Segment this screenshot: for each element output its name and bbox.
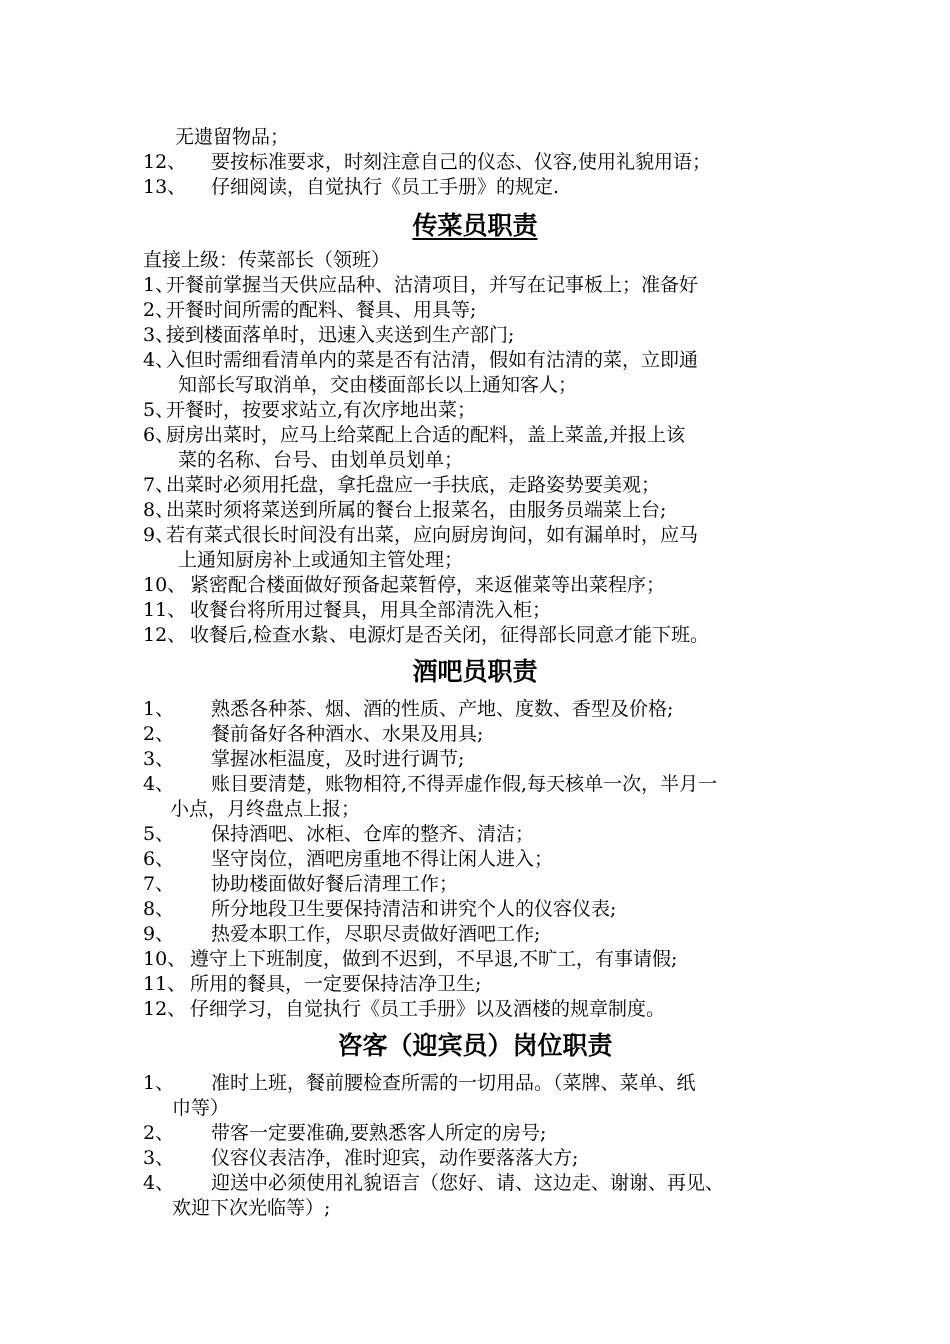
item-number: 4、 xyxy=(143,773,175,795)
list-item xyxy=(0,1121,950,1146)
item-text: 迎送中必须使用礼貌语言（您好、请、这边走、谢谢、再见、 xyxy=(211,1172,725,1194)
heading-text: 传菜员职责 xyxy=(412,211,538,240)
list-item xyxy=(0,1196,950,1221)
item-number: 5、 xyxy=(143,823,175,845)
item-text: 遵守上下班制度，做到不迟到，不早退,不旷工，有事请假; xyxy=(190,948,678,970)
item-text: 巾等） xyxy=(172,1097,230,1119)
list-item xyxy=(0,997,950,1022)
item-text: 开餐前掌握当天供应品种、沽清项目，并写在记事板上；准备好 xyxy=(166,274,699,296)
list-item xyxy=(0,972,950,997)
item-text: 协助楼面做好餐后清理工作； xyxy=(211,873,459,895)
superior-line xyxy=(143,248,390,273)
item-number: 5、 xyxy=(143,399,175,421)
item-text: 厨房出菜时，应马上给菜配上合适的配料，盖上菜盖,并报上该 xyxy=(166,424,686,446)
item-number: 8、 xyxy=(143,898,175,920)
item-number: 4、 xyxy=(143,1172,175,1194)
item-text: 开餐时间所需的配料、餐具、用具等; xyxy=(166,299,477,321)
item-number: 10、 xyxy=(143,574,187,596)
list-item xyxy=(0,498,950,523)
list-item xyxy=(0,697,950,722)
item-text: 准时上班，餐前腰检查所需的一切用品。（菜牌、菜单、纸 xyxy=(211,1072,696,1094)
item-text: 收餐后,检查水紥、电源灯是否关闭，征得部长同意才能下班。 xyxy=(190,624,710,646)
heading-text: 咨客（迎宾员）岗位职责 xyxy=(337,1031,613,1060)
list-item xyxy=(0,1146,950,1171)
item-number: 11、 xyxy=(143,599,187,621)
item-number: 3、 xyxy=(143,1147,175,1169)
list-item xyxy=(0,473,950,498)
list-item xyxy=(0,598,950,623)
list-item xyxy=(0,1096,950,1121)
list-item xyxy=(0,947,950,972)
item-text: 开餐时，按要求站立,有次序地出菜； xyxy=(166,399,477,421)
list-item xyxy=(0,1171,950,1196)
item-number: 6、 xyxy=(143,848,175,870)
item-text: 坚守岗位，酒吧房重地不得让闲人进入； xyxy=(211,848,554,870)
item-number: 1、 xyxy=(143,698,175,720)
item-number: 12、 xyxy=(143,998,187,1020)
section-heading-host xyxy=(0,1029,950,1063)
item-number: 3、 xyxy=(143,748,175,770)
list-item xyxy=(0,722,950,747)
list-item xyxy=(0,273,950,298)
item-number: 1、 xyxy=(143,274,175,296)
item-number: 2、 xyxy=(143,723,175,745)
heading-text: 酒吧员职责 xyxy=(412,657,538,686)
item-text: 仪容仪表洁净，准时迎宾，动作要落落大方; xyxy=(211,1147,579,1169)
list-item xyxy=(0,897,950,922)
item-text: 知部长写取消单，交由楼面部长以上通知客人； xyxy=(178,374,578,396)
list-item xyxy=(0,797,950,822)
list-item xyxy=(0,523,950,548)
item-text: 接到楼面落单时，迅速入夹送到生产部门; xyxy=(166,324,515,346)
item-text: 所分地段卫生要保持清洁和讲究个人的仪容仪表; xyxy=(211,898,617,920)
item-text: 上通知厨房补上或通知主管处理； xyxy=(178,549,464,571)
continuation-label: 无遗留物品； xyxy=(175,126,290,148)
item-text: 菜的名称、台号、由划单员划单； xyxy=(178,449,464,471)
item-text: 所用的餐具，一定要保持洁净卫生; xyxy=(190,973,482,995)
item-text: 仔细学习，自觉执行《员工手册》以及酒楼的规章制度。 xyxy=(190,998,666,1020)
item-text: 小点，月终盘点上报； xyxy=(170,798,361,820)
item-text: 热爱本职工作，尽职尽责做好酒吧工作; xyxy=(211,923,541,945)
item-text: 收餐台将所用过餐具，用具全部清洗入柜； xyxy=(190,599,552,621)
list-item xyxy=(0,175,950,200)
list-item xyxy=(0,1071,950,1096)
section-heading-runner xyxy=(0,209,950,243)
list-item xyxy=(0,348,950,373)
item-number: 8、 xyxy=(143,499,175,521)
list-item xyxy=(0,423,950,448)
item-text: 带客一定要准确,要熟悉客人所定的房号; xyxy=(211,1122,547,1144)
item-number: 7、 xyxy=(143,474,175,496)
list-item xyxy=(0,448,950,473)
item-number: 6、 xyxy=(143,424,175,446)
list-item xyxy=(0,298,950,323)
item-text: 入但时需细看清单内的菜是否有沽清，假如有沽清的菜，立即通 xyxy=(166,349,699,371)
item-number: 11、 xyxy=(143,973,187,995)
item-number: 2、 xyxy=(143,1122,175,1144)
continuation-text xyxy=(175,125,289,150)
list-item xyxy=(0,772,950,797)
list-item xyxy=(0,398,950,423)
item-number: 3、 xyxy=(143,324,175,346)
item-number: 12、 xyxy=(143,151,187,173)
list-item xyxy=(0,548,950,573)
item-text: 出菜时必须用托盘，拿托盘应一手扶底，走路姿势要美观； xyxy=(166,474,661,496)
item-text: 保持酒吧、冰柜、仓库的整齐、清洁； xyxy=(211,823,535,845)
list-item xyxy=(0,373,950,398)
list-item xyxy=(0,623,950,648)
item-number: 7、 xyxy=(143,873,175,895)
item-number: 9、 xyxy=(143,524,175,546)
list-item xyxy=(0,847,950,872)
item-text: 餐前备好各种酒水、水果及用具; xyxy=(211,723,484,745)
item-number: 13、 xyxy=(143,176,187,198)
item-text: 要按标准要求，时刻注意自己的仪态、仪容,使用礼貌用语； xyxy=(211,151,712,173)
list-item xyxy=(0,822,950,847)
item-number: 4、 xyxy=(143,349,175,371)
section-heading-bar xyxy=(0,655,950,689)
item-number: 9、 xyxy=(143,923,175,945)
item-text: 熟悉各种茶、烟、酒的性质、产地、度数、香型及价格; xyxy=(211,698,674,720)
list-item xyxy=(0,747,950,772)
item-number: 1、 xyxy=(143,1072,175,1094)
item-text: 出菜时须将菜送到所属的餐台上报菜名，由服务员端菜上台; xyxy=(166,499,667,521)
item-text: 紧密配合楼面做好预备起菜暂停，来返催菜等出菜程序； xyxy=(190,574,666,596)
superior-text: 直接上级：传菜部长（领班） xyxy=(143,249,391,271)
list-item xyxy=(0,573,950,598)
item-text: 若有菜式很长时间没有出菜，应向厨房询问，如有漏单时，应马 xyxy=(166,524,699,546)
list-item xyxy=(0,323,950,348)
item-text: 欢迎下次光临等）; xyxy=(172,1197,331,1219)
list-item xyxy=(0,922,950,947)
item-number: 10、 xyxy=(143,948,187,970)
item-text: 掌握冰柜温度，及时进行调节; xyxy=(211,748,465,770)
item-number: 2、 xyxy=(143,299,175,321)
item-number: 12、 xyxy=(143,624,187,646)
item-text: 仔细阅读，自觉执行《员工手册》的规定. xyxy=(211,176,560,198)
list-item xyxy=(0,872,950,897)
list-item xyxy=(0,150,950,175)
item-text: 账目要清楚，账物相符,不得弄虚作假,每天核单一次，半月一 xyxy=(211,773,718,795)
